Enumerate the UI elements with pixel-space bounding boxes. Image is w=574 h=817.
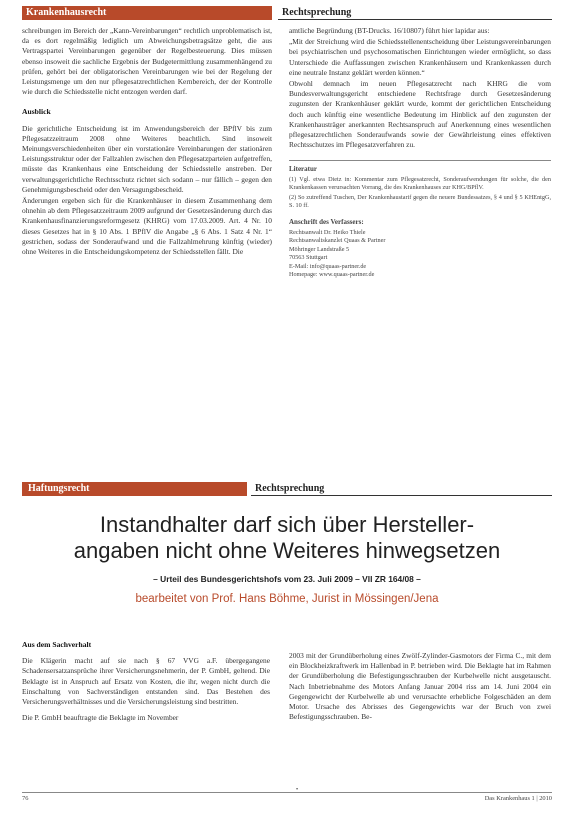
- address-line: Rechtsanwaltskanzlei Quaas & Partner: [289, 237, 386, 245]
- article-category-label: Rechtsprechung: [251, 482, 552, 496]
- paragraph: Die gerichtliche Entscheidung ist im Anwendungsbereich der BPflV bis zum Pflegesatzzeitraum 2008 ohne Weiteres beachtlich. Sind insoweit Meinungsverschiedenheiten über ein vorstationäre Vereinbarungen der stationären Leistungsstruktur oder der Fallzahlen zwischen den Pflegesatzparteien aufgetreffen, müsste das Krankenhaus eine Entscheidung der Schiedsstelle anstreben. Der verwaltungsgerichtliche Rechtsschutz richtet sich sodann – nur fällich – gegen den Genehmigungsbescheid oder den Versagungsbescheid.: [22, 123, 272, 194]
- title-line: angaben nicht ohne Weiteres hinwegsetzen: [73, 538, 501, 563]
- section-label: Krankenhausrecht: [22, 6, 272, 20]
- section-heading: Ausblick: [22, 107, 51, 117]
- category-label: Rechtsprechung: [278, 6, 552, 20]
- author-address: [289, 218, 551, 279]
- paragraph: amtliche Begründung (BT-Drucks. 16/10807) führt hier lapidar aus:: [289, 26, 490, 35]
- literature-title: Literatur: [289, 165, 317, 174]
- address-line: Homepage: www.quaas-partner.de: [289, 270, 375, 278]
- address-line: Möhringer Landstraße 5: [289, 245, 350, 253]
- column-3: [22, 640, 270, 724]
- address-line: 70563 Stuttgart: [289, 254, 328, 262]
- column-2: [289, 26, 551, 279]
- column-1: [22, 26, 272, 258]
- page-footer: [22, 792, 552, 802]
- paragraph: schreibungen im Bereich der „Kann-Vereinbarungen“ rechtlich unproblematisch ist, da es dort regelmäßig lediglich um Abweichungsbetragsätze geht, die aus Vertragspartei Vereinbarungen gegenüber der Regelbesteuerung. Dies müssen ebenso insoweit die sachliche Ergebnis der Budgetermittlung zusammenhängend zu prüfen, gehört bei der obligatorischen Vereinbarungen wie bei der Regelung der Leistungsmenge um den nur pflegesatzrechtlichen Kernbereich, der der Kontrolle wie durch die Schiedsstelle nicht entzogen werden darf.: [22, 26, 272, 97]
- title-line: Instandhalter darf sich über Hersteller-: [99, 512, 475, 537]
- literature-item: (1) Vgl. etwa Dietz in: Kommentar zum Pflegesatzrecht, Sonderaufwendungen für solche, die den Krankenkassen verursachten Vorrang, die des Krankenhauses zur KHG/BPflV.: [289, 175, 551, 192]
- article-subtitle: – Urteil des Bundesgerichtshofs vom 23. Juli 2009 – VII ZR 164/08 –: [153, 574, 421, 584]
- paragraph: Obwohl demnach im neuen Pflegesatzrecht nach KHRG die vom Bundesverwaltungsgericht entschiedene Rechtsfrage durch Gesetzesänderung zugunsten der Krankenhäuser geklärt wurde, kommt der gerichtlichen Entscheidung doch auch künftig eine wesentliche Bedeutung im Hinblick auf den zugunsten der Krankenhausträger anerkannten Rechtsanspruch auf Anerkennung eines wesentlichen pflegesatzrechtlichen Sonderaufwands sowie der Gewährleistung eines effektiven Rechtsschutzes im Pflegesatzverfahren zu.: [289, 79, 551, 150]
- quote-paragraph: „Mit der Streichung wird die Schiedsstellenentscheidung über Leistungsvereinbarungen bei psychiatrischen und psychosomatischen Einrichtungen wieder ermöglicht, so dass Unterschiede die Auffassungen zwischen Krankenhäusern und Krankenkassen durch eine neutrale Instanz geklärt werden können.“: [289, 37, 551, 77]
- literature-item: (2) So zutreffend Tuschen, Der Krankenhaustarif gegen die neuere Bundessatzes, § 4 und § 5 KHEntgG, S. 10 ff.: [289, 193, 551, 210]
- divider: [289, 160, 551, 161]
- article-header-bar: [22, 482, 552, 496]
- address-line: E-Mail: info@quaas-partner.de: [289, 262, 367, 270]
- paragraph: Änderungen ergeben sich für die Krankenhäuser in diesem Zusammenhang dem ohnehin ab dem Pflegesatzzeitraum 2009 aufgrund der Gesetzesänderung durch das Krankenhausfinanzierungsreformgesetz (KHRG) vom 17.03.2009. Art. 4 Nr. 10 dieses Gesetzes hat in § 10 Abs. 1 BPflV die Angabe „§ 6 Abs. 1 Satz 4 Nr. 1“ gestrichen, sodass der Sonderaufwand und die Fallzahlmehrung künftig (wieder) ohne Weiteres in die Entscheidungskompetenz der Schiedsstellen fällt. Die: [22, 196, 272, 257]
- journal-name: Das Krankenhaus 1 | 2010: [484, 795, 552, 802]
- paragraph: Die Klägerin macht auf sie nach § 67 VVG a.F. übergegangene Schadensersatzansprüche ihrer Versicherungsnehmerin, der P. GmbH, geltend. Die Beklagte ist in Anspruch auf Ersatz von Kosten, die ihr, wegen nicht durch die Einschaltung von Sachverständigen entstanden sind. Das Bestehen des Versicherungsverhältnisses und die Versicherungsleistung sind bestritten.: [22, 656, 270, 707]
- paragraph: 2003 mit der Grundüberholung eines Zwölf-Zylinder-Gasmotors der Firma C., mit dem ein Blockheizkraftwerk im Hallenbad in P. betrieben wird. Die Beklagte hat im Rahmen der Grundüberholung die Befestigungsschrauben der Kurbelwelle nicht ausgetauscht. Nach Inbetriebnahme des Motors Anfang Januar 2004 riss am 14. Juni 2004 ein Gegengewicht der Kurbelwelle ab und verursachte erhebliche Folgeschäden an dem Motor. Ursache des Abrisses des Gegengewichts war der Bruch von zwei Befestigungsschrauben. Be-: [289, 651, 551, 722]
- column-4: [289, 651, 551, 723]
- article-section-label: Haftungsrecht: [22, 482, 247, 496]
- page-mark: •: [296, 787, 299, 793]
- header-bar: [22, 6, 552, 20]
- address-title: Anschrift des Verfassers:: [289, 218, 364, 227]
- article-editor: bearbeitet von Prof. Hans Böhme, Jurist in Mössingen/Jena: [135, 593, 439, 605]
- address-line: Rechtsanwalt Dr. Heiko Thiele: [289, 228, 366, 236]
- section-heading: Aus dem Sachverhalt: [22, 640, 92, 649]
- page-number: 76: [22, 795, 29, 802]
- article-title: [22, 512, 552, 564]
- literature-block: [289, 165, 551, 210]
- paragraph: Die P. GmbH beauftragte die Beklagte im November: [22, 713, 179, 723]
